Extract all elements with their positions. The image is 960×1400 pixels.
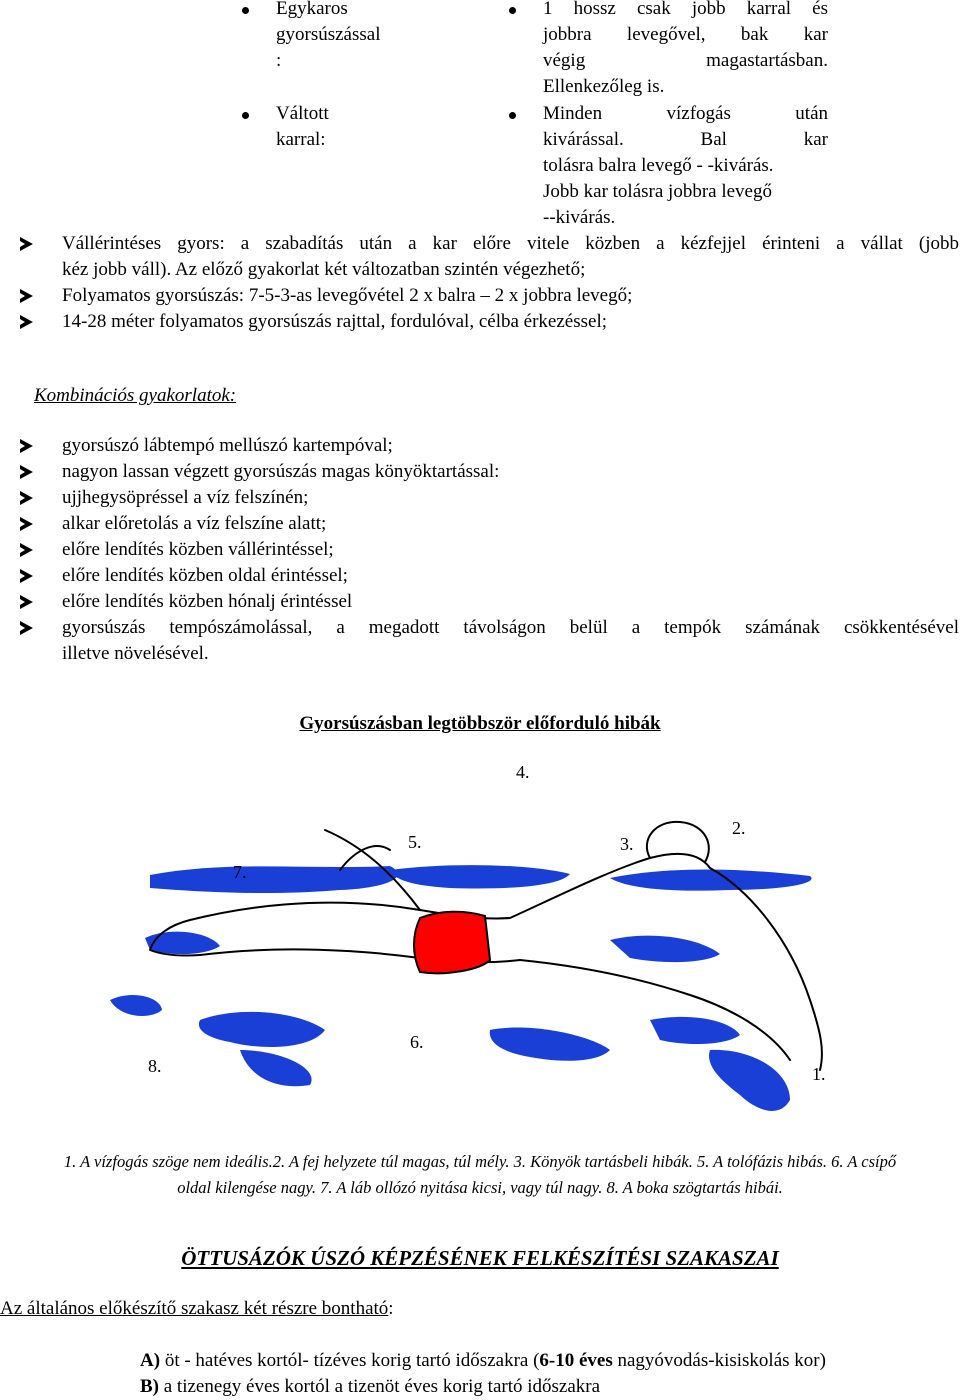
error-marker-8: 8. bbox=[148, 1056, 162, 1076]
list-item-line: előre lendítés közben hónalj érintéssel bbox=[62, 591, 353, 612]
list-item-line: gyorsúszás tempószámolással, a megadott távolságon belül a tempók számának csökkentésével bbox=[62, 617, 959, 638]
error-marker-2: 2. bbox=[732, 818, 746, 838]
section-intro-text: Az általános előkészítő szakasz két részre bontható bbox=[0, 1298, 389, 1319]
list-item-line: előre lendítés közben vállérintéssel; bbox=[62, 539, 334, 560]
bullet-dot bbox=[242, 7, 249, 14]
row1-left-line: : bbox=[276, 50, 282, 71]
period-age: 6-10 éves bbox=[539, 1350, 613, 1371]
arrow-bullet-icon bbox=[20, 465, 33, 479]
row1-right-line: Ellenkezőleg is. bbox=[543, 76, 665, 97]
water-shape bbox=[650, 1017, 740, 1044]
error-marker-7: 7. bbox=[233, 862, 247, 882]
row1-left-line: Egykaros bbox=[276, 0, 348, 19]
arrow-bullet-icon bbox=[20, 543, 33, 557]
row2-right-line: tolásra balra levegő - -kivárás. bbox=[543, 155, 774, 176]
row2-right-line: Jobb kar tolásra jobbra levegő bbox=[543, 181, 772, 202]
water-shape bbox=[610, 936, 720, 963]
arrow-bullet-icon bbox=[20, 569, 33, 583]
water-shape bbox=[390, 865, 570, 888]
row2-left-line: karral: bbox=[276, 129, 326, 150]
swimsuit-shape bbox=[414, 912, 490, 974]
period-a bbox=[140, 1348, 826, 1374]
list-item-line: alkar előretolás a víz felszíne alatt; bbox=[62, 513, 327, 534]
combination-exercises-heading: Kombinációs gyakorlatok: bbox=[34, 385, 237, 406]
section-title: ÖTTUSÁZÓK ÚSZÓ KÉPZÉSÉNEK FELKÉSZÍTÉSI SZAKASZAI bbox=[181, 1246, 779, 1270]
period-b bbox=[140, 1374, 600, 1400]
section-intro-suffix: : bbox=[388, 1298, 394, 1319]
row1-right-line: jobbra levegővel, bak kar bbox=[543, 24, 828, 45]
swimmer-illustration bbox=[90, 750, 850, 1130]
water-shape bbox=[199, 1012, 325, 1047]
list-item-line: Vállérintéses gyors: a szabadítás után a kar előre vitele közben a kézfejjel érinteni a vállat (jobb bbox=[62, 233, 959, 254]
period-letter: B) bbox=[140, 1376, 159, 1397]
list-item-line: előre lendítés közben oldal érintéssel; bbox=[62, 565, 348, 586]
water-shape bbox=[240, 1050, 312, 1086]
period-text: nagyóvodás-kisiskolás kor) bbox=[612, 1350, 826, 1371]
water-shape bbox=[145, 932, 220, 955]
row2-left-line: Váltott bbox=[276, 103, 329, 124]
arrow-bullet-icon bbox=[20, 621, 33, 635]
arrow-bullet-icon bbox=[20, 315, 33, 329]
period-letter: A) bbox=[140, 1350, 161, 1371]
arrow-bullet-icon bbox=[20, 517, 33, 531]
row1-right-line: 1 hossz csak jobb karral és bbox=[543, 0, 828, 19]
figure-caption-line: oldal kilengése nagy. 7. A láb ollózó nyitása kicsi, vagy túl nagy. 8. A boka szögtartás hibái. bbox=[177, 1178, 783, 1197]
list-item-line: illetve növelésével. bbox=[62, 643, 209, 664]
water-shapes bbox=[110, 865, 812, 1111]
bullet-dot bbox=[242, 112, 249, 119]
arrow-bullet-icon bbox=[20, 595, 33, 609]
row1-right-line: végig magastartásban. bbox=[543, 50, 828, 71]
arrow-bullet-icon bbox=[20, 237, 33, 251]
water-shape bbox=[610, 870, 812, 891]
water-shape bbox=[490, 1028, 610, 1061]
period-text: a tizenegy éves kortól a tizenöt éves korig tartó időszakra bbox=[159, 1376, 601, 1397]
arrow-bullet-icon bbox=[20, 491, 33, 505]
list-item-line: nagyon lassan végzett gyorsúszás magas könyöktartással: bbox=[62, 461, 500, 482]
swimmer-figure bbox=[90, 750, 850, 1130]
error-marker-4: 4. bbox=[516, 762, 530, 782]
error-marker-5: 5. bbox=[408, 832, 422, 852]
error-marker-3: 3. bbox=[620, 834, 634, 854]
arrow-bullet-icon bbox=[20, 439, 33, 453]
bullet-dot bbox=[509, 112, 516, 119]
water-shape bbox=[709, 1050, 790, 1111]
list-item-line: kéz jobb váll). Az előző gyakorlat két változatban szintén végezhető; bbox=[62, 259, 586, 280]
water-shape bbox=[110, 995, 162, 1016]
bullet-dot bbox=[509, 7, 516, 14]
water-shape bbox=[150, 866, 398, 893]
period-text: öt - hatéves kortól- tízéves korig tartó időszakra ( bbox=[160, 1350, 540, 1371]
row2-right-line: kivárással. Bal kar bbox=[543, 129, 828, 150]
section-intro bbox=[0, 1296, 394, 1322]
figure-caption-line: 1. A vízfogás szöge nem ideális.2. A fej helyzete túl magas, túl mély. 3. Könyök tartásbeli hibák. 5. A tolófázis hibás. 6. A csípő bbox=[63, 1152, 897, 1171]
figure-title: Gyorsúszásban legtöbbször előforduló hibák bbox=[299, 713, 661, 734]
error-marker-1: 1. bbox=[812, 1064, 826, 1084]
row1-left-line: gyorsúszással bbox=[276, 24, 381, 45]
row2-right-line: --kivárás. bbox=[543, 207, 616, 228]
arrow-bullet-icon bbox=[20, 289, 33, 303]
list-item-line: gyorsúszó lábtempó mellúszó kartempóval; bbox=[62, 435, 393, 456]
error-marker-6: 6. bbox=[410, 1032, 424, 1052]
list-item-line: ujjhegysöpréssel a víz felszínén; bbox=[62, 487, 309, 508]
list-item-line: 14-28 méter folyamatos gyorsúszás rajttal, fordulóval, célba érkezéssel; bbox=[62, 311, 607, 332]
row2-right-line: Minden vízfogás után bbox=[543, 103, 828, 124]
list-item-line: Folyamatos gyorsúszás: 7-5-3-as levegővétel 2 x balra – 2 x jobbra levegő; bbox=[62, 285, 633, 306]
